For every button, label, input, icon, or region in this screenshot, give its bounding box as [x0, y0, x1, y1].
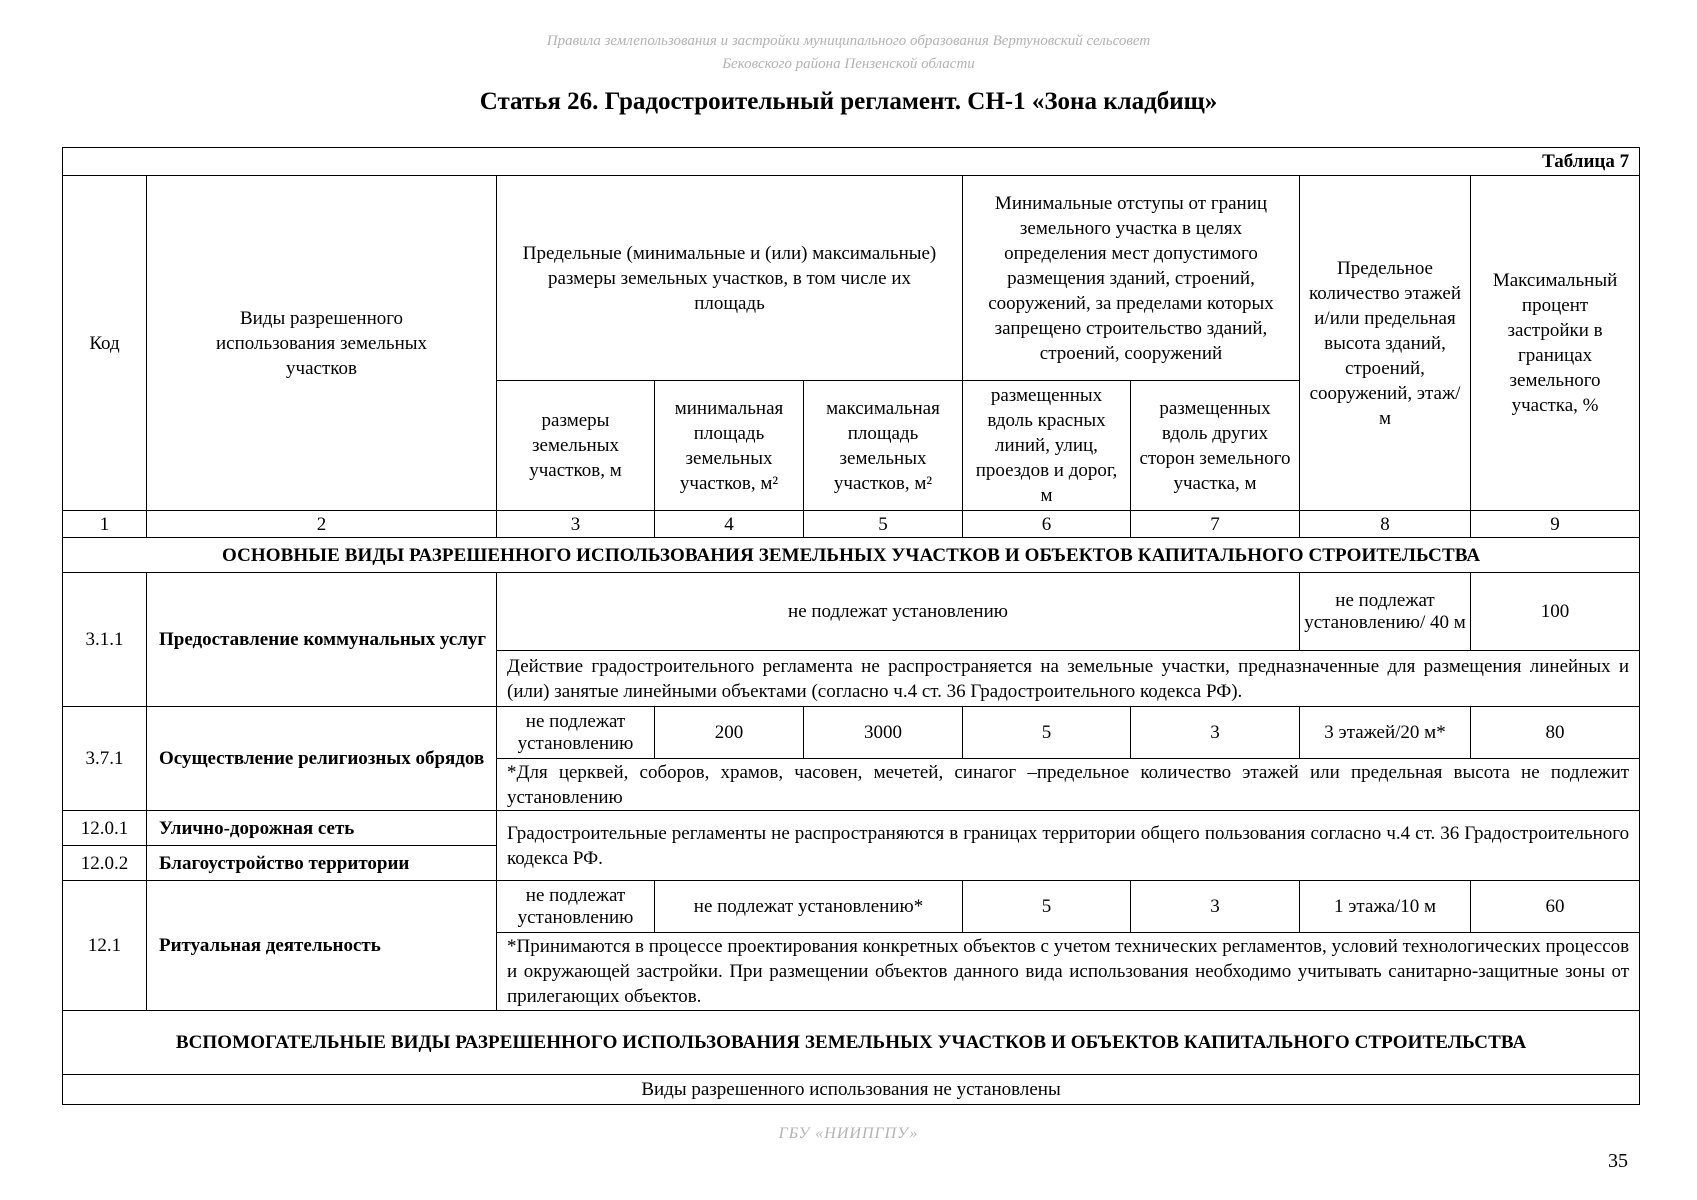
row-percent: 60: [1471, 881, 1640, 933]
row-use-name: Осуществление религиозных обрядов: [147, 707, 497, 811]
header-max-percent: Максимальный процент застройки в границах земельного участка, %: [1471, 176, 1640, 511]
header-min-area: минимальная площадь земельных участков, м²: [655, 381, 804, 511]
header-row-1: [63, 176, 1640, 381]
row-code: 12.0.2: [63, 846, 147, 881]
table-row: [63, 707, 1640, 759]
row-floors: 3 этажей/20 м*: [1300, 707, 1471, 759]
row-areas: не подлежат установлению*: [655, 881, 963, 933]
header-sizes-group: Предельные (минимальные и (или) максимальные) размеры земельных участков, в том числе их площадь: [497, 176, 963, 381]
running-header-line-1: Правила землепользования и застройки муниципального образования Вертуновский сельсовет: [546, 33, 1151, 49]
page-number: 35: [1608, 1150, 1628, 1172]
row-note: *Для церквей, соборов, храмов, часовен, мечетей, синагог –предельное количество этажей или предельная высота не подлежит установлению: [497, 759, 1640, 811]
col-number: 4: [655, 511, 804, 538]
section-aux-heading: ВСПОМОГАТЕЛЬНЫЕ ВИДЫ РАЗРЕШЕННОГО ИСПОЛЬЗОВАНИЯ ЗЕМЕЛЬНЫХ УЧАСТКОВ И ОБЪЕКТОВ КАПИТАЛЬНОГО СТРОИТЕЛЬСТВА: [63, 1011, 1640, 1075]
header-size-m: размеры земельных участков, м: [497, 381, 655, 511]
row-code: 3.7.1: [63, 707, 147, 811]
table-number-row: [63, 148, 1640, 176]
header-along-red-lines: размещенных вдоль красных линий, улиц, проездов и дорог, м: [963, 381, 1131, 511]
row-code: 3.1.1: [63, 573, 147, 707]
header-max-area: максимальная площадь земельных участков, м²: [804, 381, 963, 511]
row-floors: не подлежат установлению/ 40 м: [1300, 573, 1471, 651]
row-size: не подлежат установлению: [497, 707, 655, 759]
table-row: [63, 881, 1640, 933]
row-percent: 80: [1471, 707, 1640, 759]
row-note: *Принимаются в процессе проектирования конкретных объектов с учетом технических регламентов, условий технологических процессов и окружающей застройки. При размещении объектов данного вида использования необходимо учитывать санитарно-защитные зоны от прилегающих объектов.: [497, 933, 1640, 1011]
table-row: [63, 573, 1640, 651]
footer-organization: ГБУ «НИИПГПУ»: [778, 1125, 919, 1142]
col-number: 8: [1300, 511, 1471, 538]
aux-note-row: [63, 1075, 1640, 1105]
header-code: Код: [63, 176, 147, 511]
row-floors: 1 этажа/10 м: [1300, 881, 1471, 933]
row-params: не подлежат установлению: [497, 573, 1300, 651]
col-number: 9: [1471, 511, 1640, 538]
row-setback-other: 3: [1131, 881, 1300, 933]
column-numbers-row: [63, 511, 1640, 538]
row-setback-other: 3: [1131, 707, 1300, 759]
row-note: Действие градостроительного регламента не распространяется на земельные участки, предназначенные для размещения линейных и (или) занятые линейными объектами (согласно ч.4 ст. 36 Градостроительного кодекса РФ).: [497, 651, 1640, 707]
table-number: Таблица 7: [63, 148, 1640, 176]
row-use-name: Благоустройство территории: [147, 846, 497, 881]
col-number: 7: [1131, 511, 1300, 538]
section-main-heading: ОСНОВНЫЕ ВИДЫ РАЗРЕШЕННОГО ИСПОЛЬЗОВАНИЯ ЗЕМЕЛЬНЫХ УЧАСТКОВ И ОБЪЕКТОВ КАПИТАЛЬНОГО СТРОИТЕЛЬСТВА: [63, 538, 1640, 573]
row-percent: 100: [1471, 573, 1640, 651]
header-setbacks-group: Минимальные отступы от границ земельного участка в целях определения мест допустимого размещения зданий, строений, сооружений, за пределами которых запрещено строительство зданий, строений, сооружений: [963, 176, 1300, 381]
aux-note: Виды разрешенного использования не установлены: [63, 1075, 1640, 1105]
regulation-table: [62, 147, 1640, 1105]
col-number: 3: [497, 511, 655, 538]
row-setback-red: 5: [963, 707, 1131, 759]
col-number: 6: [963, 511, 1131, 538]
row-min-area: 200: [655, 707, 804, 759]
col-number: 1: [63, 511, 147, 538]
section-main-row: [63, 538, 1640, 573]
row-use-name: Ритуальная деятельность: [147, 881, 497, 1011]
section-aux-row: [63, 1011, 1640, 1075]
col-number: 5: [804, 511, 963, 538]
row-setback-red: 5: [963, 881, 1131, 933]
col-number: 2: [147, 511, 497, 538]
header-floors: Предельное количество этажей и/или предельная высота зданий, строений, сооружений, этаж/м: [1300, 176, 1471, 511]
row-code: 12.0.1: [63, 811, 147, 846]
header-use-types: Виды разрешенного использования земельных участков: [147, 176, 497, 511]
page-title: Статья 26. Градостроительный регламент. СН-1 «Зона кладбищ»: [479, 88, 1218, 115]
header-along-other-sides: размещенных вдоль других сторон земельного участка, м: [1131, 381, 1300, 511]
row-use-name: Улично-дорожная сеть: [147, 811, 497, 846]
table-row: [63, 811, 1640, 846]
row-use-name: Предоставление коммунальных услуг: [147, 573, 497, 707]
row-max-area: 3000: [804, 707, 963, 759]
row-code: 12.1: [63, 881, 147, 1011]
row-note: Градостроительные регламенты не распространяются в границах территории общего пользования согласно ч.4 ст. 36 Градостроительного кодекса РФ.: [497, 811, 1640, 881]
running-header-line-2: Бековского района Пензенской области: [722, 56, 975, 72]
row-size: не подлежат установлению: [497, 881, 655, 933]
